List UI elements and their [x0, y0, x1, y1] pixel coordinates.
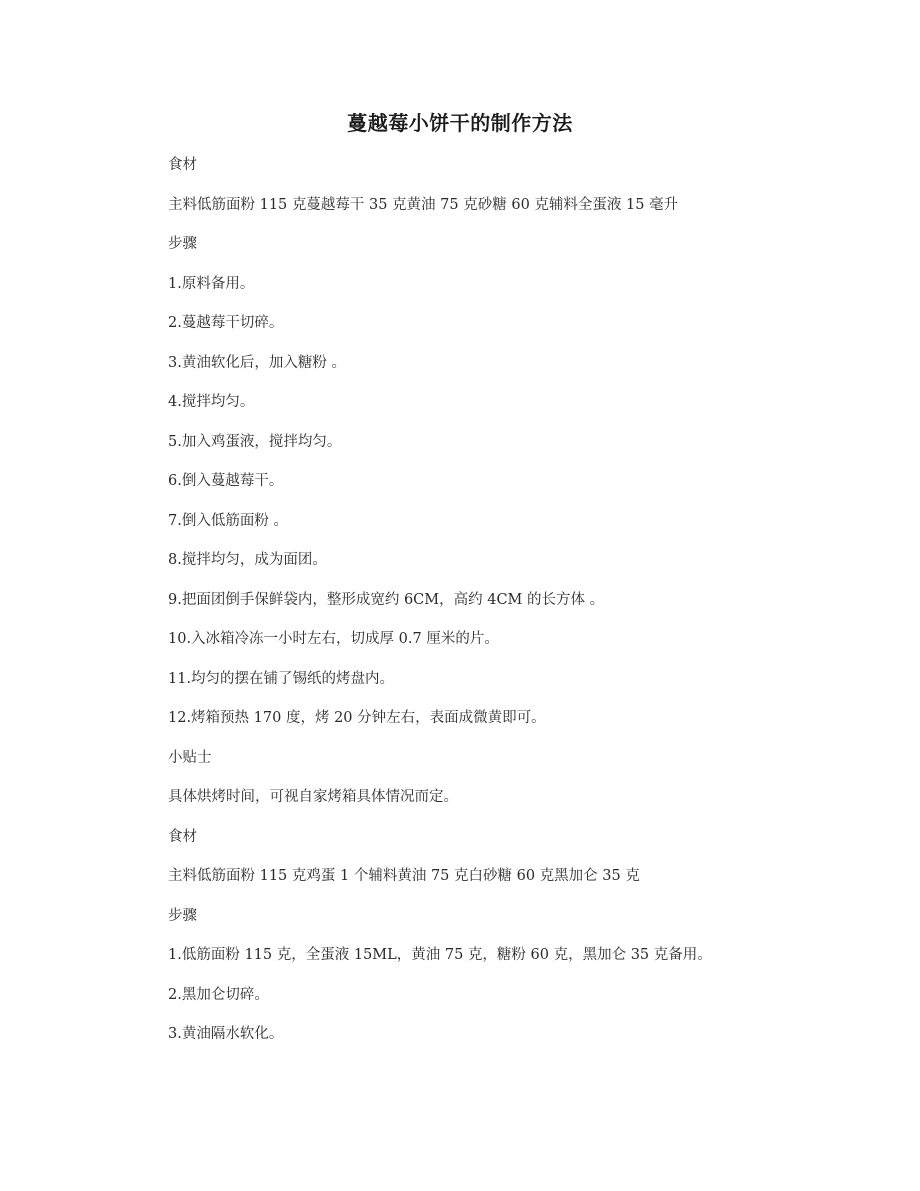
- step-item: 10.入冰箱冷冻一小时左右，切成厚 0.7 厘米的片。: [168, 631, 499, 647]
- step-item: 3.黄油隔水软化。: [168, 1026, 284, 1042]
- step-item: 3.黄油软化后，加入糖粉 。: [168, 354, 346, 371]
- ingredients-text: 主料低筋面粉 115 克蔓越莓干 35 克黄油 75 克砂糖 60 克辅料全蛋液 15 毫升: [168, 196, 679, 213]
- step-item: 1.低筋面粉 115 克，全蛋液 15ML，黄油 75 克，糖粉 60 克，黑加仑 35 克备用。: [168, 947, 712, 963]
- step-item: 4.搅拌均匀。: [168, 394, 255, 410]
- section-heading-tips: 小贴士: [168, 749, 212, 766]
- section-heading-ingredients: 食材: [168, 828, 197, 845]
- step-item: 1.原料备用。: [168, 275, 255, 292]
- step-item: 7.倒入低筋面粉 。: [168, 512, 288, 529]
- section-heading-ingredients: 食材: [168, 157, 197, 173]
- step-item: 9.把面团倒手保鲜袋内，整形成宽约 6CM，高约 4CM 的长方体 。: [168, 591, 605, 608]
- step-item: 6.倒入蔓越莓干。: [168, 473, 284, 489]
- document-title: 蔓越莓小饼干的制作方法: [347, 111, 573, 135]
- tips-text: 具体烘烤时间，可视自家烤箱具体情况而定。: [168, 789, 458, 805]
- step-item: 2.蔓越莓干切碎。: [168, 315, 284, 331]
- document-body: [168, 155, 808, 1064]
- ingredients-text: 主料低筋面粉 115 克鸡蛋 1 个辅料黄油 75 克白砂糖 60 克黑加仑 35 克: [168, 868, 640, 884]
- step-item: 12.烤箱预热 170 度，烤 20 分钟左右，表面成微黄即可。: [168, 710, 546, 726]
- step-item: 11.均匀的摆在铺了锡纸的烤盘内。: [168, 670, 395, 687]
- section-heading-steps: 步骤: [168, 236, 197, 252]
- step-item: 2.黑加仑切碎。: [168, 986, 269, 1003]
- section-heading-steps: 步骤: [168, 907, 197, 924]
- step-item: 8.搅拌均匀，成为面团。: [168, 552, 327, 568]
- step-item: 5.加入鸡蛋液，搅拌均匀。: [168, 433, 342, 450]
